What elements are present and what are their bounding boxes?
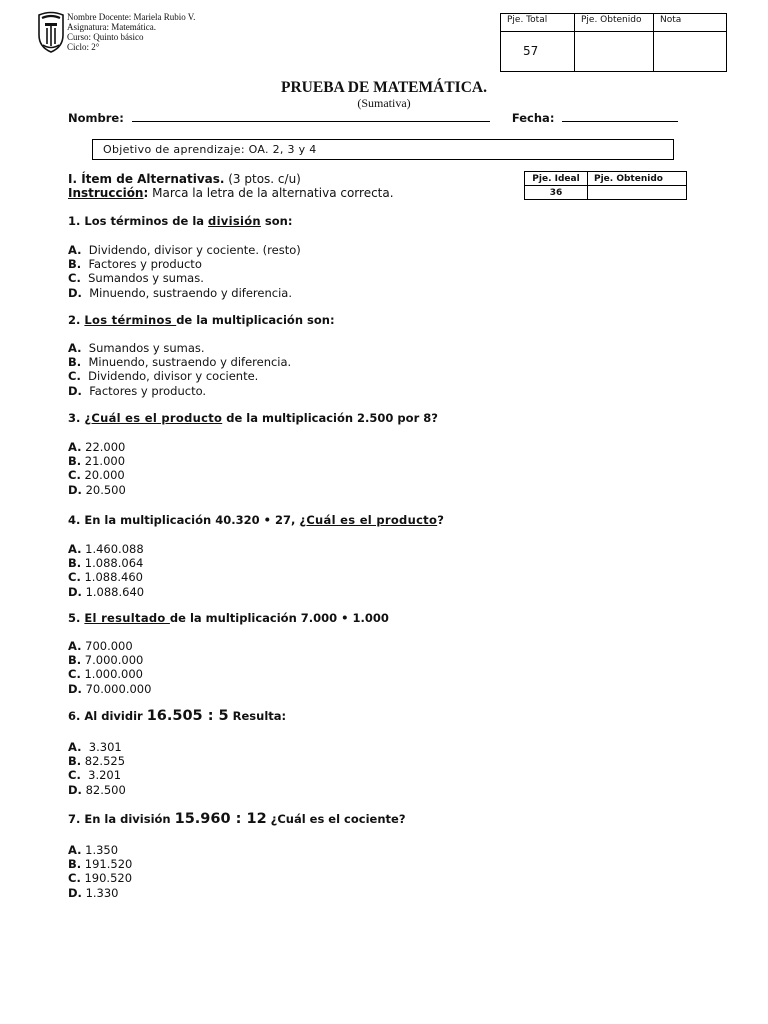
option-a[interactable]	[68, 341, 291, 355]
student-fields	[68, 111, 678, 125]
instruction-text: Marca la letra de la alternativa correcta.	[148, 186, 394, 200]
date-field[interactable]	[562, 112, 678, 122]
option-d[interactable]	[68, 483, 126, 497]
question-3-options	[68, 440, 126, 497]
question-emphasis: El resultado	[84, 611, 170, 625]
school-info	[67, 12, 195, 52]
question-5-options	[68, 639, 151, 696]
option-d[interactable]	[68, 286, 301, 300]
question-text: son:	[260, 214, 293, 228]
instruction-label: Instrucción	[68, 186, 144, 200]
name-field[interactable]	[132, 112, 490, 122]
option-letter: B.	[68, 355, 82, 370]
option-a[interactable]	[68, 440, 126, 454]
question-text: 7. En la división	[68, 812, 175, 826]
cycle: Ciclo: 2°	[67, 42, 100, 52]
option-letter: D.	[68, 482, 82, 497]
option-text: 21.000	[81, 454, 126, 469]
option-text: 700.000	[81, 639, 133, 653]
option-letter: A.	[68, 243, 82, 257]
question-text: 2.	[68, 313, 85, 327]
option-c[interactable]	[68, 667, 151, 681]
ideal-score-table	[524, 171, 687, 200]
question-6-options	[68, 740, 126, 797]
question-text: 1. Los términos de la	[68, 214, 209, 228]
course: Curso: Quinto básico	[67, 32, 144, 42]
option-text: Dividendo, divisor y cociente. (resto)	[81, 243, 301, 257]
option-c[interactable]	[68, 271, 301, 285]
option-text: Factores y producto.	[81, 383, 207, 398]
option-text: 1.088.640	[81, 584, 145, 599]
question-7-options	[68, 843, 132, 900]
question-text: ¿Cuál es el cociente?	[266, 812, 406, 826]
option-text: 1.088.064	[81, 556, 144, 571]
option-letter: B.	[68, 754, 82, 769]
objective-box	[92, 139, 674, 160]
instruction-colon: :	[143, 186, 149, 200]
option-text: 191.520	[81, 857, 133, 872]
question-3	[68, 411, 438, 425]
option-letter: D.	[68, 681, 82, 696]
grade-header: Nota	[654, 14, 727, 32]
section-header	[68, 172, 394, 200]
option-b[interactable]	[68, 454, 126, 468]
grade-cell[interactable]	[654, 32, 727, 72]
option-letter: B.	[68, 257, 82, 272]
option-text: 1.350	[81, 843, 119, 857]
score-obtained-cell[interactable]	[575, 32, 654, 72]
question-1-options	[68, 243, 301, 300]
option-text: 7.000.000	[81, 653, 144, 668]
option-text: Sumandos y sumas.	[80, 271, 204, 286]
option-letter: A.	[68, 341, 82, 355]
question-7	[68, 811, 406, 827]
option-c[interactable]	[68, 570, 144, 584]
name-label: Nombre:	[68, 111, 124, 125]
option-letter: C.	[68, 570, 81, 585]
subject: Asignatura: Matemática.	[67, 22, 156, 32]
question-emphasis: 15.960 : 12	[174, 811, 267, 827]
option-letter: A.	[68, 843, 82, 857]
option-text: 3.301	[81, 740, 122, 754]
score-table	[500, 13, 727, 72]
ideal-score-header: Pje. Ideal	[525, 172, 588, 186]
option-letter: B.	[68, 857, 82, 872]
question-text: Resulta:	[228, 709, 287, 723]
question-text: de la multiplicación 2.500 por 8?	[222, 411, 438, 425]
option-text: 3.201	[80, 768, 122, 783]
question-text: 4. En la multiplicación 40.320 • 27,	[68, 513, 300, 527]
score-obtained-header: Pje. Obtenido	[575, 14, 654, 32]
option-b[interactable]	[68, 257, 301, 271]
option-b[interactable]	[68, 355, 291, 369]
question-text: ?	[437, 513, 444, 527]
option-a[interactable]	[68, 542, 144, 556]
option-d[interactable]	[68, 886, 132, 900]
section-heading: I. Ítem de Alternativas.	[68, 172, 225, 186]
option-a[interactable]	[68, 843, 132, 857]
option-letter: C.	[68, 667, 81, 682]
option-text: 20.500	[81, 482, 126, 497]
option-text: 82.525	[81, 754, 126, 769]
option-letter: C.	[68, 871, 81, 886]
obtained-score-cell[interactable]	[588, 186, 687, 200]
option-letter: B.	[68, 454, 82, 469]
question-emphasis: ¿Cuál es el producto	[84, 411, 223, 425]
option-c[interactable]	[68, 768, 126, 782]
option-letter: C.	[68, 768, 81, 783]
question-emphasis: Los términos	[84, 313, 177, 327]
question-text: 5.	[68, 611, 85, 625]
option-c[interactable]	[68, 871, 132, 885]
score-total-value: 57	[501, 32, 575, 72]
option-text: 1.000.000	[80, 667, 143, 682]
question-emphasis: división	[208, 214, 261, 228]
teacher-name: Nombre Docente: Mariela Rubio V.	[67, 12, 196, 22]
option-letter: A.	[68, 440, 82, 454]
score-total-header: Pje. Total	[501, 14, 575, 32]
option-d[interactable]	[68, 585, 144, 599]
school-logo	[36, 11, 66, 53]
question-1	[68, 214, 292, 228]
question-text: 6. Al dividir	[68, 709, 147, 723]
option-letter: A.	[68, 542, 82, 556]
question-4	[68, 513, 444, 527]
question-emphasis: ¿Cuál es el producto	[299, 513, 438, 527]
option-c[interactable]	[68, 369, 291, 383]
section-points: (3 ptos. c/u)	[224, 172, 301, 186]
option-text: 1.088.460	[80, 570, 143, 585]
option-letter: B.	[68, 653, 82, 668]
option-letter: A.	[68, 740, 82, 754]
option-b[interactable]	[68, 857, 132, 871]
option-letter: D.	[68, 782, 82, 797]
option-letter: C.	[68, 468, 81, 483]
option-letter: D.	[68, 285, 82, 300]
option-a[interactable]	[68, 243, 301, 257]
option-text: 70.000.000	[81, 681, 152, 696]
option-text: 22.000	[81, 440, 126, 454]
option-d[interactable]	[68, 384, 291, 398]
question-2-options	[68, 341, 291, 398]
question-6	[68, 708, 286, 724]
option-d[interactable]	[68, 682, 151, 696]
option-text: Factores y producto	[81, 257, 202, 272]
ideal-score-value: 36	[525, 186, 588, 200]
option-letter: C.	[68, 271, 81, 286]
option-a[interactable]	[68, 740, 126, 754]
option-letter: D.	[68, 584, 82, 599]
option-text: 190.520	[80, 871, 133, 886]
option-c[interactable]	[68, 468, 126, 482]
option-b[interactable]	[68, 556, 144, 570]
option-text: Sumandos y sumas.	[81, 341, 205, 355]
question-5	[68, 611, 389, 625]
option-a[interactable]	[68, 639, 151, 653]
question-emphasis: 16.505 : 5	[146, 708, 229, 724]
obtained-score-header: Pje. Obtenido	[588, 172, 687, 186]
option-text: Dividendo, divisor y cociente.	[80, 369, 259, 384]
page-subtitle: (Sumativa)	[357, 96, 411, 110]
option-letter: D.	[68, 383, 82, 398]
question-2	[68, 313, 335, 327]
question-text: de la multiplicación 7.000 • 1.000	[169, 611, 389, 625]
option-text: 1.330	[81, 885, 119, 900]
option-letter: D.	[68, 885, 82, 900]
option-text: 20.000	[80, 468, 125, 483]
option-b[interactable]	[68, 653, 151, 667]
option-letter: A.	[68, 639, 82, 653]
option-text: 1.460.088	[81, 542, 144, 556]
objective-text: Objetivo de aprendizaje: OA. 2, 3 y 4	[103, 143, 317, 156]
question-4-options	[68, 542, 144, 599]
option-text: Minuendo, sustraendo y diferencia.	[81, 285, 292, 300]
option-d[interactable]	[68, 783, 126, 797]
option-letter: B.	[68, 556, 82, 571]
option-b[interactable]	[68, 754, 126, 768]
page-title: PRUEBA DE MATEMÁTICA.	[281, 79, 487, 96]
option-letter: C.	[68, 369, 81, 384]
date-label: Fecha:	[511, 111, 555, 125]
option-text: Minuendo, sustraendo y diferencia.	[81, 355, 292, 370]
option-text: 82.500	[81, 782, 126, 797]
question-text: 3.	[68, 411, 85, 425]
question-text: de la multiplicación son:	[176, 313, 335, 327]
